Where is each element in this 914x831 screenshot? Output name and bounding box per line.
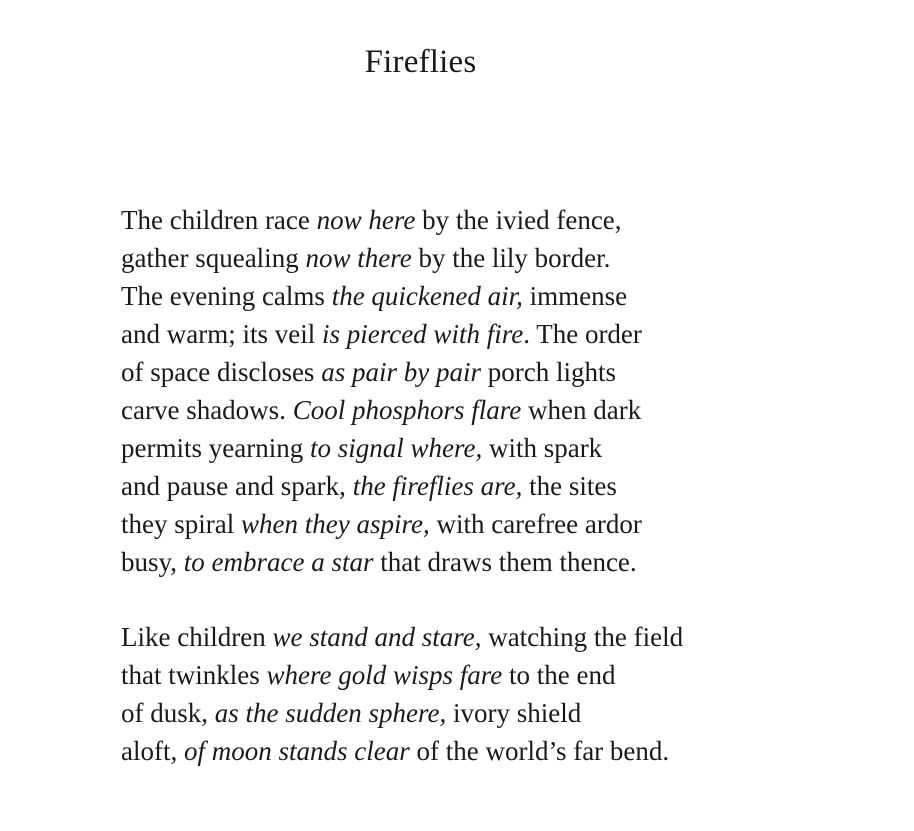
poem-line <box>121 315 841 353</box>
text-run: aloft, <box>121 736 184 766</box>
italic-phrase: is pierced with fire <box>321 319 524 349</box>
text-run: Like children <box>121 622 273 652</box>
poem-line <box>121 505 841 543</box>
text-run: . The order <box>523 319 642 349</box>
poem-line <box>121 656 841 694</box>
italic-phrase: when they aspire, <box>240 509 430 539</box>
poem-line <box>121 467 841 505</box>
text-run: and pause and spark, <box>121 471 353 501</box>
text-run: by the lily border. <box>411 243 611 273</box>
italic-phrase: to signal where, <box>309 433 483 463</box>
text-run: when dark <box>521 395 642 425</box>
text-run: with spark <box>482 433 603 463</box>
italic-phrase: as pair by pair <box>321 357 481 387</box>
text-run: of space discloses <box>121 357 322 387</box>
poem-line <box>121 543 841 581</box>
poem-line <box>121 618 841 656</box>
text-run: that twinkles <box>121 660 267 690</box>
text-run: The children race <box>121 205 317 235</box>
poem-line <box>121 239 841 277</box>
italic-phrase: as the sudden sphere, <box>214 698 447 728</box>
italic-phrase: where gold wisps fare <box>266 660 503 690</box>
text-run: ivory shield <box>446 698 582 728</box>
italic-phrase: now here <box>316 205 416 235</box>
text-run: immense <box>522 281 628 311</box>
poem-title: Fireflies <box>364 44 477 80</box>
poem-line <box>121 277 841 315</box>
poem-body <box>121 201 841 807</box>
poem-line <box>121 429 841 467</box>
text-run: with carefree ardor <box>429 509 642 539</box>
text-run: of the world’s far bend. <box>409 736 670 766</box>
italic-phrase: the quickened air, <box>331 281 523 311</box>
poem-line <box>121 201 841 239</box>
text-run: they spiral <box>121 509 241 539</box>
text-run: The evening calms <box>121 281 332 311</box>
text-run: the sites <box>522 471 617 501</box>
text-run: gather squealing <box>121 243 306 273</box>
text-run: busy, <box>121 547 184 577</box>
poem-line <box>121 732 841 770</box>
text-run: and warm; its veil <box>121 319 322 349</box>
italic-phrase: now there <box>305 243 412 273</box>
poem-line <box>121 353 841 391</box>
text-run: porch lights <box>480 357 616 387</box>
text-run: of dusk, <box>121 698 215 728</box>
italic-phrase: Cool phosphors flare <box>292 395 522 425</box>
italic-phrase: we stand and stare, <box>272 622 482 652</box>
text-run: by the ivied fence, <box>415 205 622 235</box>
stanza <box>121 618 841 770</box>
italic-phrase: of moon stands clear <box>183 736 410 766</box>
italic-phrase: to embrace a star <box>183 547 374 577</box>
italic-phrase: the fireflies are, <box>352 471 523 501</box>
text-run: that draws them thence. <box>373 547 637 577</box>
stanza <box>121 201 841 581</box>
text-run: to the end <box>502 660 616 690</box>
text-run: watching the field <box>481 622 684 652</box>
poem-line <box>121 694 841 732</box>
poem-line <box>121 391 841 429</box>
text-run: permits yearning <box>121 433 310 463</box>
text-run: carve shadows. <box>121 395 293 425</box>
